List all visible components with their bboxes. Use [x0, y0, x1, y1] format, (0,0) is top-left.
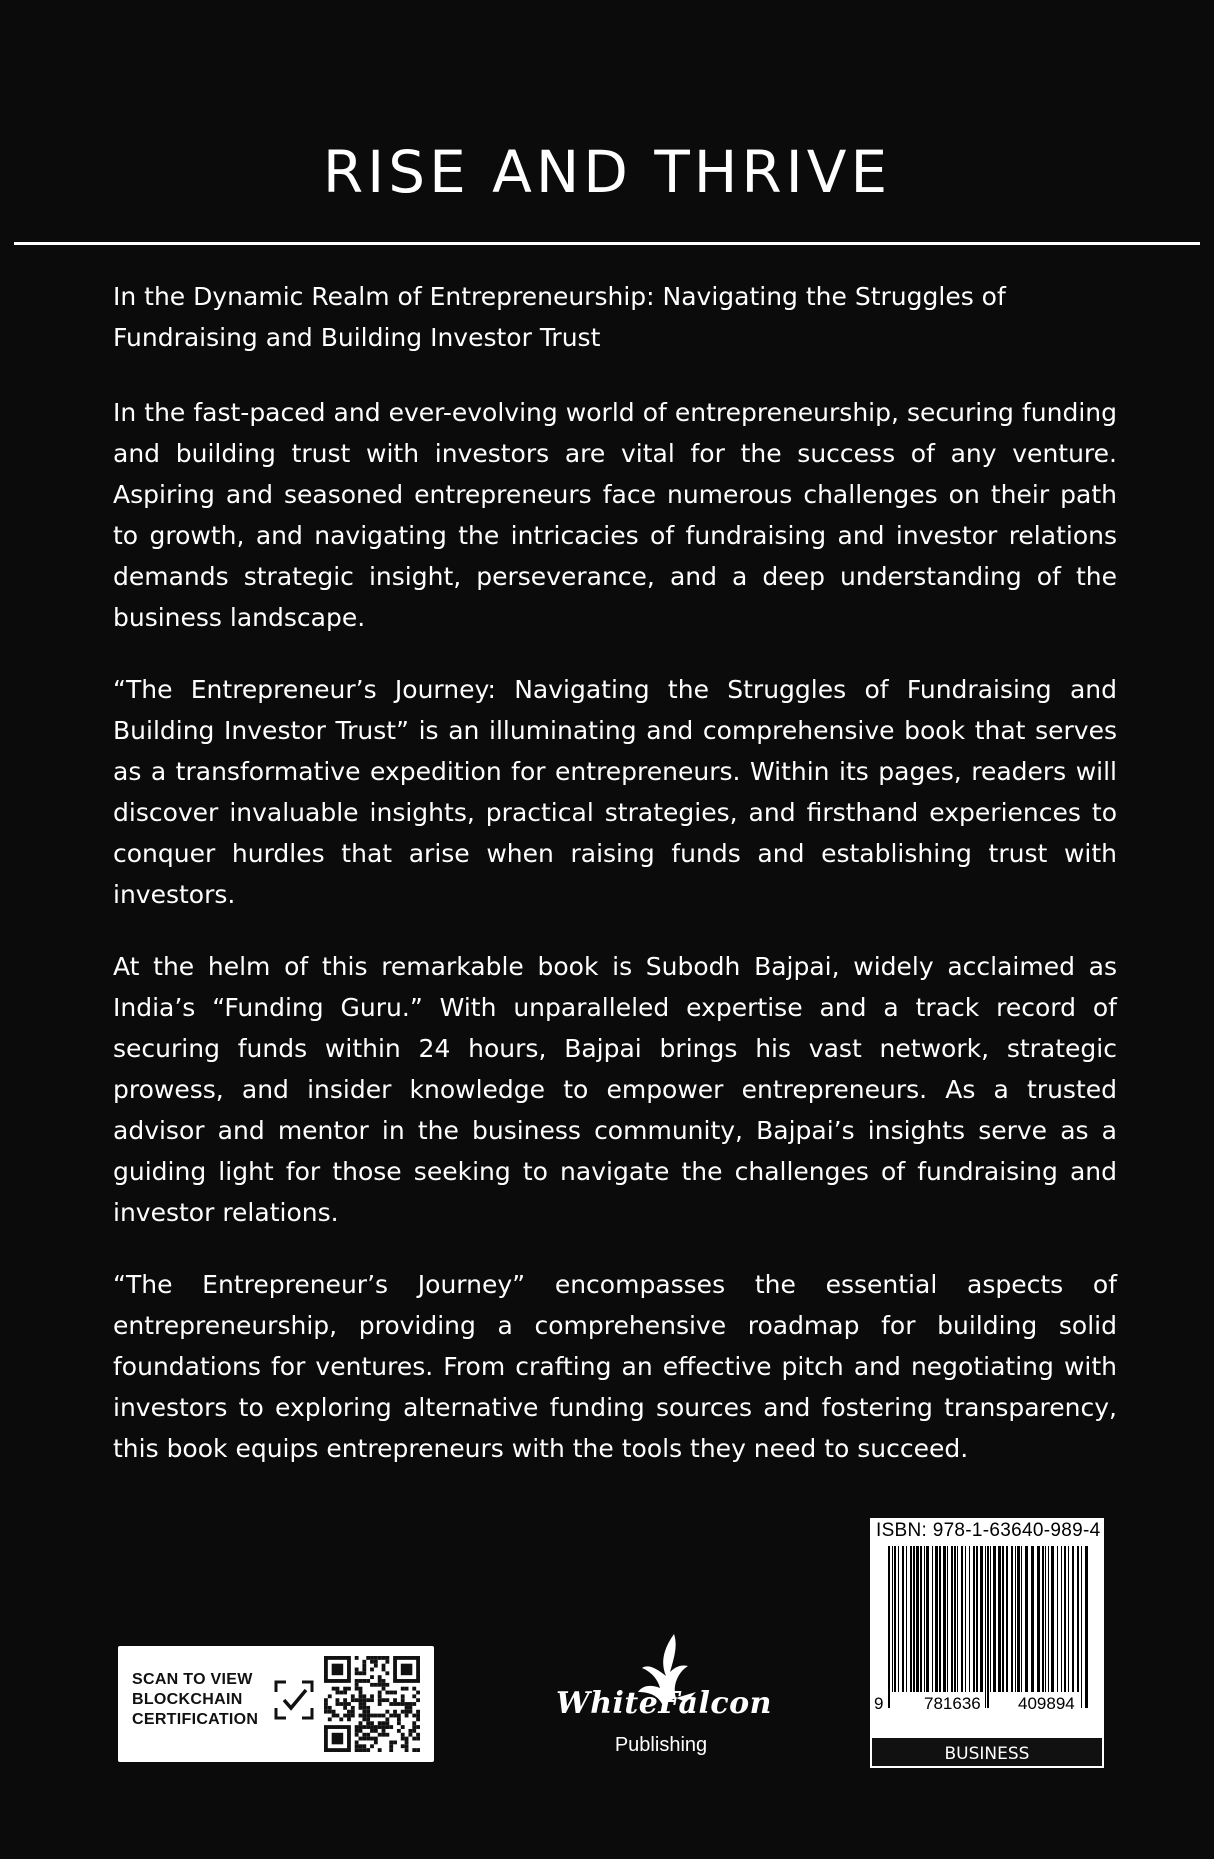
barcode-digit-group: 409894 — [1018, 1694, 1075, 1713]
qr-label-line: SCAN TO VIEW — [132, 1671, 253, 1688]
blurb-paragraph: “The Entrepreneur’s Journey: Navigating the Struggles of Fundraising and Building Investor Trust” is an illuminating and comprehensive book that serves as a transformative expedition for entrepreneurs. Within its pages, readers will discover invaluable insights, practical strategies, and firsthand experiences to conquer hurdles that arise when raising funds and establishing trust with investors. — [113, 675, 1117, 909]
qr-label — [132, 1670, 258, 1730]
blurb-subheading: In the Dynamic Realm of Entrepreneurship: Navigating the Struggles of Fundraising and Building Investor Trust — [113, 282, 1006, 352]
barcode-bars — [880, 1546, 1094, 1712]
verify-check-icon — [274, 1680, 314, 1720]
publisher-name: WhiteFalcon — [556, 1686, 772, 1721]
blurb-paragraph: In the fast-paced and ever-evolving world of entrepreneurship, securing funding and building trust with investors are vital for the success of any venture. Aspiring and seasoned entrepreneurs face numerous challenges on their path to growth, and navigating the intricacies of fundraising and investor relations demands strategic insight, perseverance, and a deep understanding of the business landscape. — [113, 398, 1117, 632]
category-label: BUSINESS — [870, 1736, 1104, 1768]
blurb-paragraph: At the helm of this remarkable book is Subodh Bajpai, widely acclaimed as India’s “Funding Guru.” With unparalleled expertise and a track record of securing funds within 24 hours, Bajpai brings his vast network, strategic prowess, and insider knowledge to empower entrepreneurs. As a trusted advisor and mentor in the business community, Bajpai’s insights serve as a guiding light for those seeking to navigate the challenges of fundraising and investor relations. — [113, 952, 1117, 1227]
qr-code-icon[interactable] — [324, 1656, 420, 1752]
publisher-subtitle: Publishing — [614, 1734, 708, 1756]
blurb-paragraph: “The Entrepreneur’s Journey” encompasses the essential aspects of entrepreneurship, providing a comprehensive roadmap for building solid foundations for ventures. From crafting an effective pitch and negotiating with investors to exploring alternative funding sources and fostering transparency, this book equips entrepreneurs with the tools they need to succeed. — [113, 1270, 1117, 1463]
barcode-digit-group: 781636 — [924, 1694, 981, 1713]
book-title: RISE AND THRIVE — [322, 138, 892, 206]
blurb-text — [113, 276, 1117, 1500]
barcode-digit-group: 9 — [874, 1694, 884, 1713]
title-divider — [14, 242, 1200, 245]
qr-label-line: CERTIFICATION — [132, 1711, 259, 1728]
isbn-barcode — [870, 1518, 1104, 1768]
blockchain-certification-box — [118, 1646, 434, 1762]
isbn-label: ISBN: 978-1-63640-989-4 — [876, 1520, 1101, 1541]
qr-label-line: BLOCKCHAIN — [132, 1691, 243, 1708]
